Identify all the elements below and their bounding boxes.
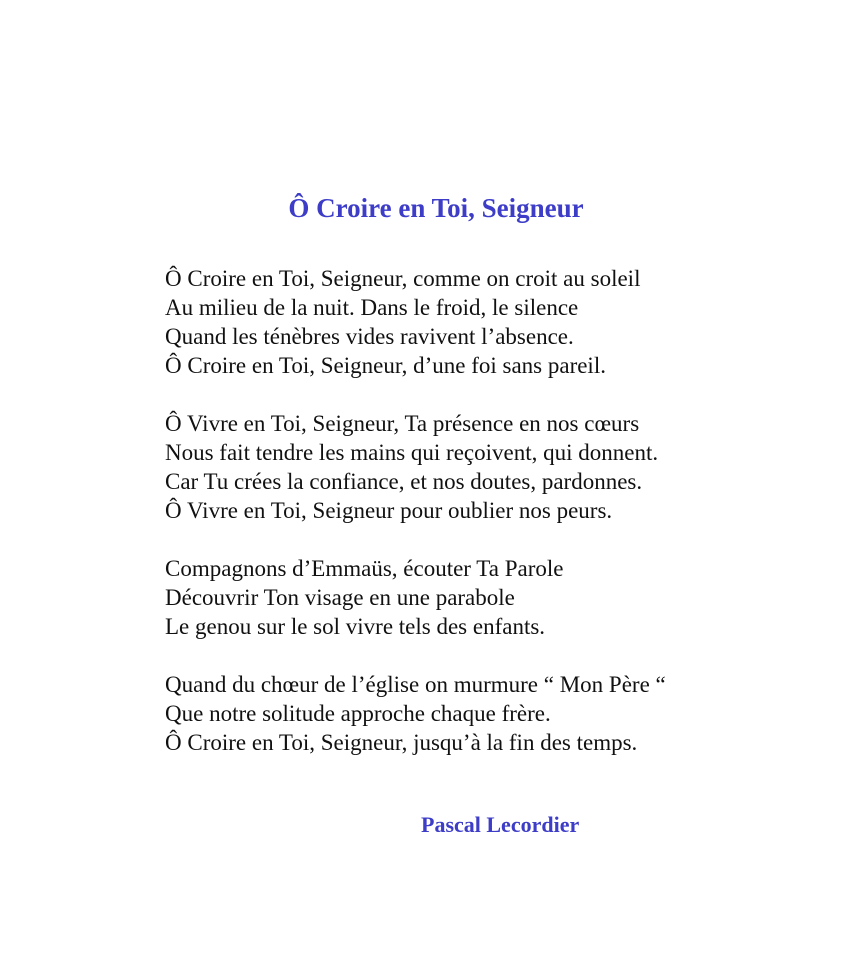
stanza-2 xyxy=(165,409,845,525)
poem-line: Au milieu de la nuit. Dans le froid, le silence xyxy=(165,295,579,320)
stanza-4 xyxy=(165,670,845,757)
poem-line: Nous fait tendre les mains qui reçoivent, qui donnent. xyxy=(165,440,659,465)
poem-line: Le genou sur le sol vivre tels des enfants. xyxy=(165,614,546,639)
poem-line: Quand du chœur de l’église on murmure “ Mon Père “ xyxy=(165,672,666,697)
poem-line: Car Tu crées la confiance, et nos doutes, pardonnes. xyxy=(165,469,643,494)
poem-line: Ô Croire en Toi, Seigneur, d’une foi sans pareil. xyxy=(165,353,606,378)
poem-line: Ô Croire en Toi, Seigneur, jusqu’à la fin des temps. xyxy=(165,730,638,755)
poem-line: Compagnons d’Emmaüs, écouter Ta Parole xyxy=(165,556,564,581)
stanza-3 xyxy=(165,554,845,641)
poem-line: Découvrir Ton visage en une parabole xyxy=(165,585,515,610)
author-signature: Pascal Lecordier xyxy=(421,812,580,837)
stanza-1 xyxy=(165,264,845,380)
poem-line: Quand les ténèbres vides ravivent l’absence. xyxy=(165,324,574,349)
poem-body xyxy=(165,264,845,786)
poem-line: Ô Vivre en Toi, Seigneur pour oublier nos peurs. xyxy=(165,498,613,523)
poem-line: Que notre solitude approche chaque frère. xyxy=(165,701,551,726)
poem-title: Ô Croire en Toi, Seigneur xyxy=(288,193,584,224)
poem-line: Ô Croire en Toi, Seigneur, comme on croit au soleil xyxy=(165,266,641,291)
poem-line: Ô Vivre en Toi, Seigneur, Ta présence en nos cœurs xyxy=(165,411,640,436)
